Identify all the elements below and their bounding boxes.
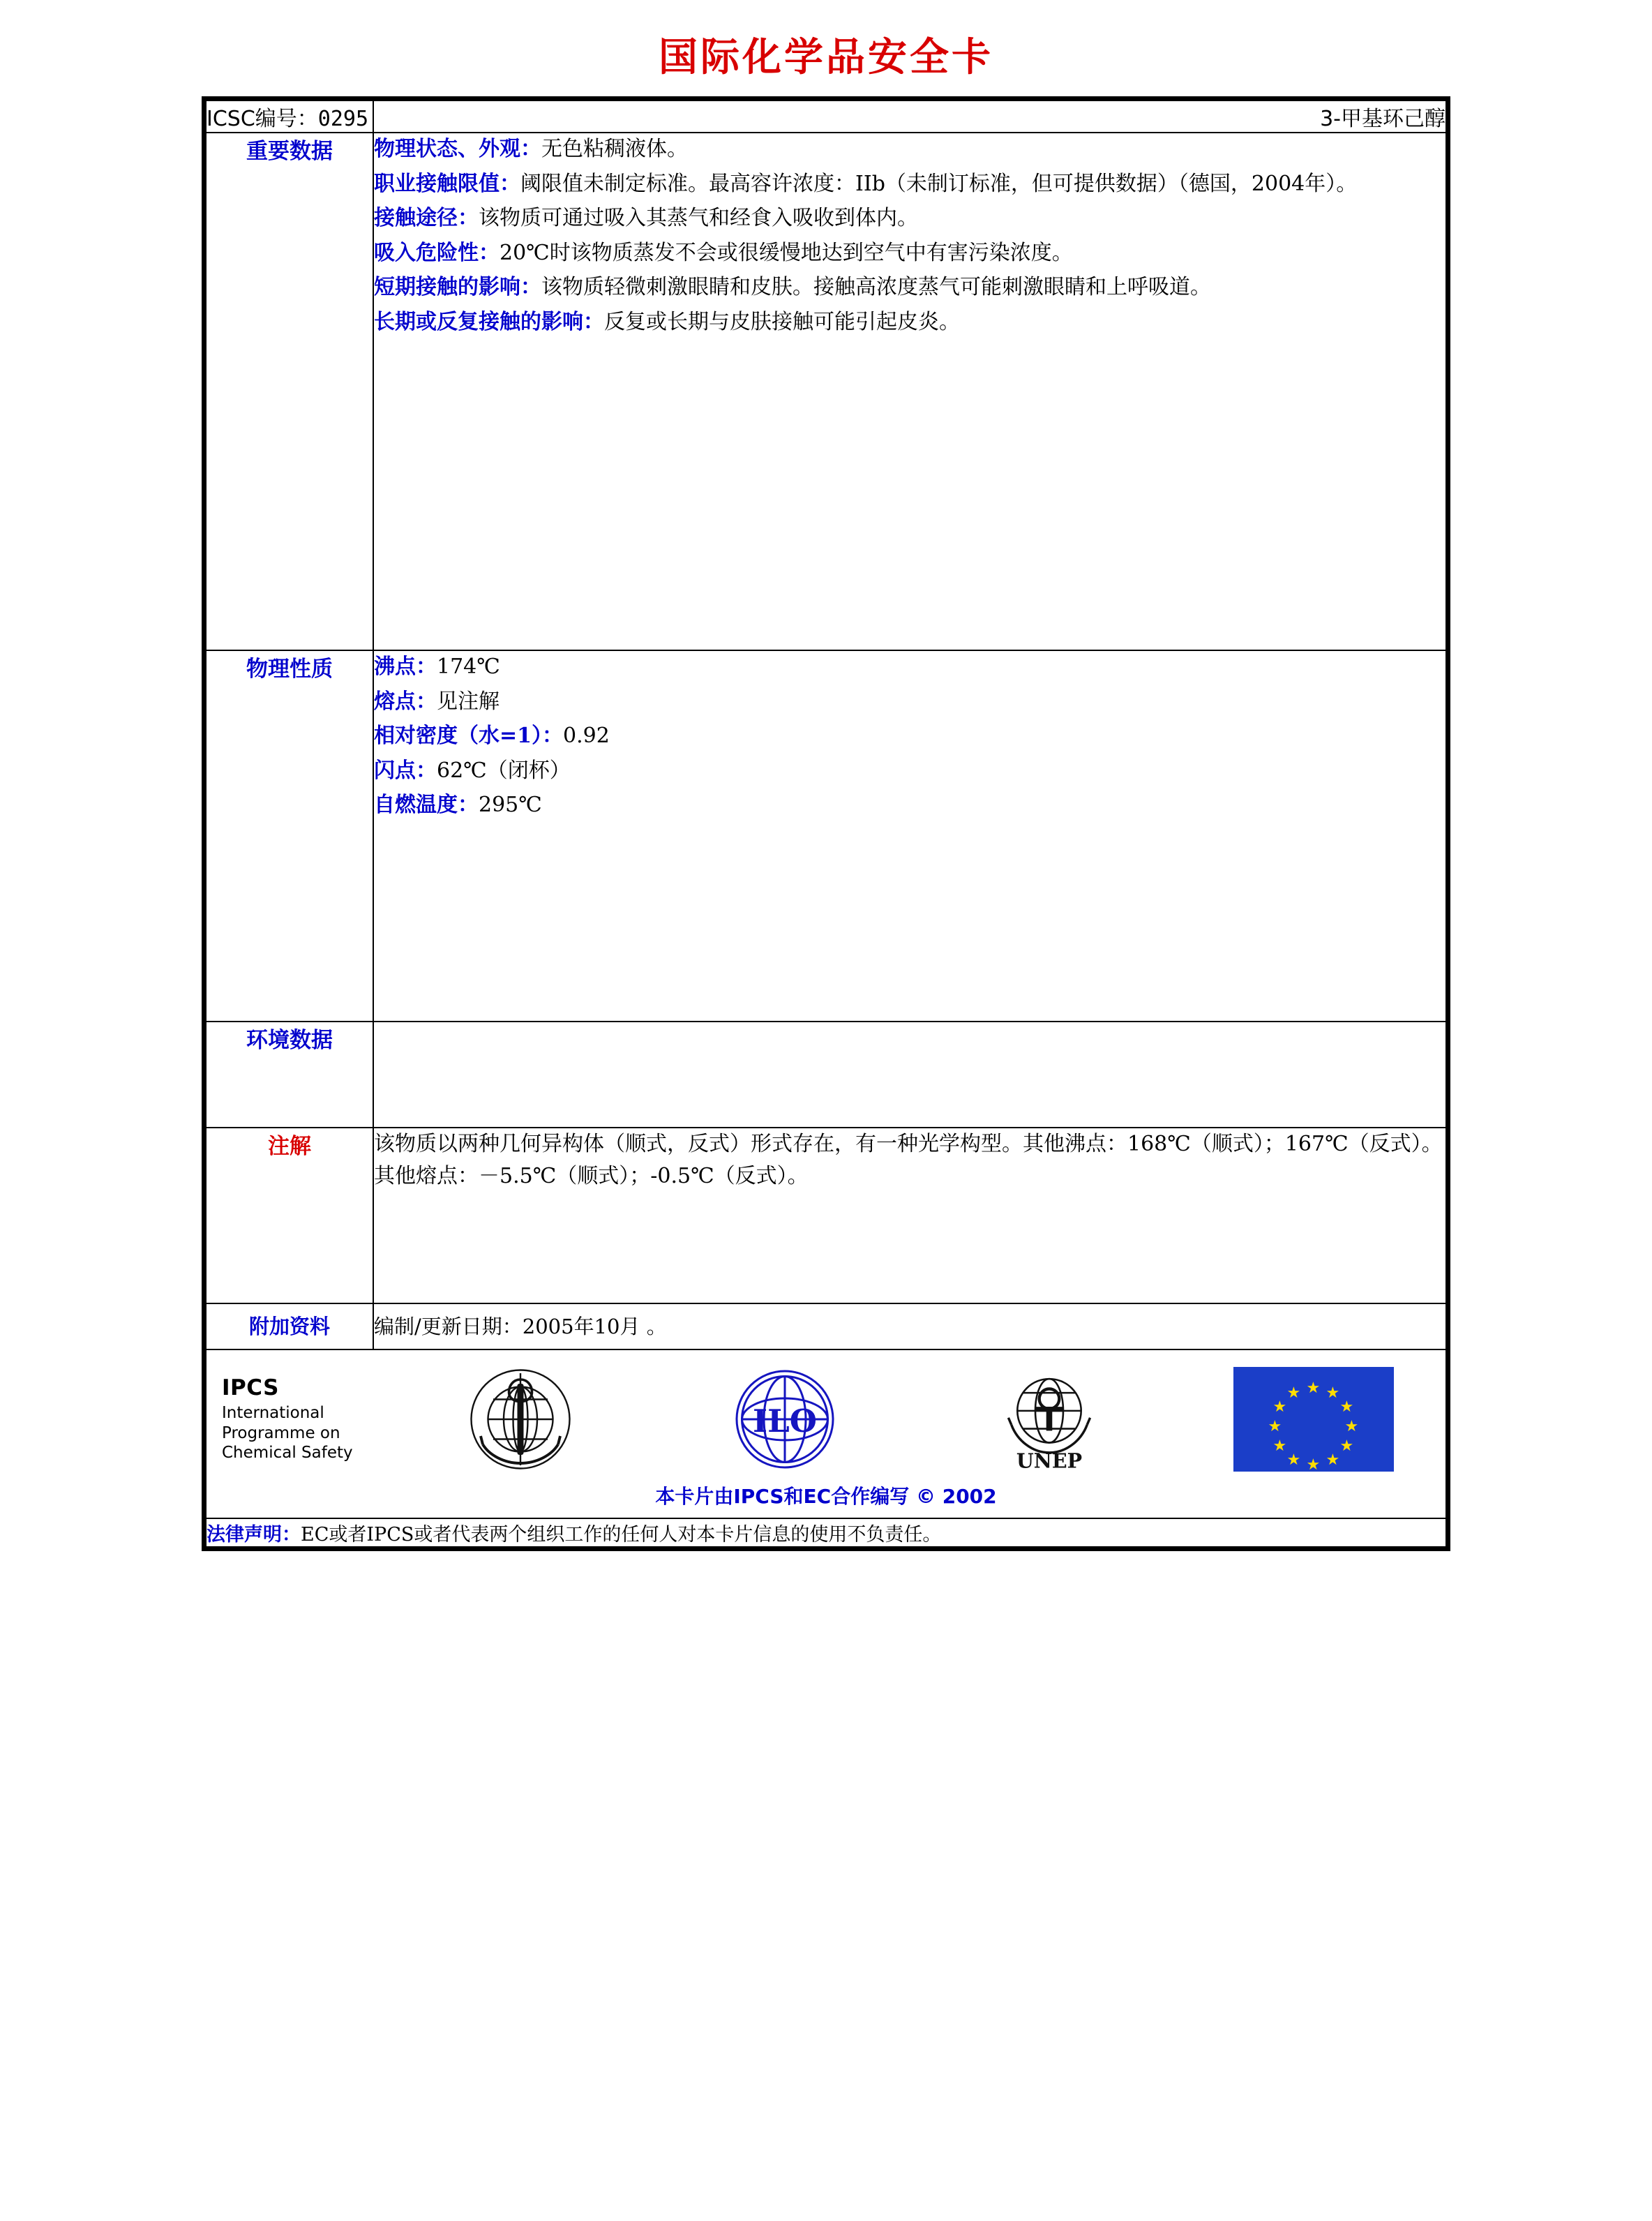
icsc-number-cell: [206, 100, 373, 133]
ipcs-subtitle-line-1: International: [222, 1404, 324, 1423]
data-line: [374, 133, 1446, 165]
term-label: 沸点：: [374, 655, 437, 679]
legal-notice-row: [206, 1518, 1446, 1547]
section-label-environmental-data: 环境数据: [206, 1022, 373, 1128]
section-content-notes: [373, 1128, 1446, 1303]
ipcs-text-block: [206, 1375, 388, 1463]
term-text: 见注解: [437, 689, 500, 714]
term-label: 自燃温度：: [374, 793, 479, 818]
term-label: 接触途径：: [374, 206, 479, 231]
legal-notice-cell: [206, 1518, 1446, 1547]
data-line: [374, 755, 1446, 787]
unep-logo-slot: [917, 1367, 1181, 1472]
term-label: 职业接触限值：: [374, 171, 520, 196]
data-line: [374, 237, 1446, 269]
unep-label: UNEP: [1016, 1449, 1082, 1472]
legal-notice-text: EC或者IPCS或者代表两个组织工作的任何人对本卡片信息的使用不负责任。: [301, 1524, 942, 1546]
term-text: 该物质可通过吸入其蒸气和经食入吸收到体内。: [479, 206, 918, 231]
section-label-additional-info: 附加资料: [206, 1303, 373, 1349]
data-line: [374, 168, 1446, 200]
ipcs-title: IPCS: [222, 1375, 279, 1401]
section-row-important-data: [206, 133, 1446, 650]
footer-logos-row: [206, 1349, 1446, 1518]
icsc-table: [205, 100, 1447, 1548]
data-line: [374, 686, 1446, 718]
term-label: 短期接触的影响：: [374, 275, 541, 300]
unep-logo: [997, 1367, 1102, 1472]
icsc-number-label: ICSC编号：: [206, 107, 318, 131]
icsc-card: [202, 96, 1450, 1551]
term-label: 闪点：: [374, 758, 437, 783]
term-text: 该物质轻微刺激眼睛和皮肤。接触高浓度蒸气可能刺激眼睛和上呼吸道。: [541, 275, 1211, 300]
term-text: 无色粘稠液体。: [541, 137, 688, 161]
chemical-name-cell: [373, 100, 1446, 133]
legal-notice-label: 法律声明：: [206, 1524, 301, 1546]
term-label: 长期或反复接触的影响：: [374, 309, 604, 334]
data-line: [374, 202, 1446, 234]
logos-row: [206, 1350, 1446, 1479]
additional-info-text: 编制/更新日期：2005年10月 。: [374, 1315, 667, 1338]
ilo-logo-slot: [652, 1367, 917, 1472]
term-text: 反复或长期与皮肤接触可能引起皮炎。: [604, 309, 960, 334]
chemical-name: 3-甲基环己醇: [1320, 107, 1446, 131]
ipcs-subtitle-line-3: Chemical Safety: [222, 1444, 353, 1463]
data-line: [374, 720, 1446, 752]
term-label: 相对密度（水=1）：: [374, 724, 564, 749]
term-text: 该物质以两种几何异构体（顺式，反式）形式存在，有一种光学构型。其他沸点：168℃（顺式）；167℃（反式）。其他熔点：－5.5℃（顺式）；-0.5℃（反式）。: [374, 1132, 1443, 1188]
footer-logos-cell: [206, 1349, 1446, 1518]
eu-flag-logo: ★ ★ ★ ★ ★ ★ ★ ★ ★ ★ ★ ★: [1233, 1367, 1394, 1472]
section-content-physical-properties: [373, 650, 1446, 1022]
svg-text:ILO: ILO: [752, 1403, 817, 1440]
term-label: 吸入危险性：: [374, 240, 500, 265]
section-row-additional-info: [206, 1303, 1446, 1349]
eu-flag-slot: [1181, 1367, 1446, 1472]
data-line: [374, 271, 1446, 304]
term-label: 熔点：: [374, 689, 437, 714]
section-label-physical-properties: 物理性质: [206, 650, 373, 1022]
term-text: 62℃（闭杯）: [437, 758, 571, 783]
icsc-number-value: 0295: [317, 107, 369, 131]
section-label-important-data: 重要数据: [206, 133, 373, 650]
card-header-row: [206, 100, 1446, 133]
data-line: [374, 1128, 1446, 1192]
term-text: 阈限值未制定标准。最高容许浓度：IIb（未制订标准，但可提供数据）（德国，2004年）。: [520, 171, 1358, 196]
who-logo: [468, 1367, 573, 1472]
term-text: 20℃时该物质蒸发不会或很缓慢地达到空气中有害污染浓度。: [500, 240, 1073, 265]
term-text: 174℃: [437, 655, 500, 679]
section-row-physical-properties: [206, 650, 1446, 1022]
ilo-logo: [733, 1367, 837, 1472]
term-text: 295℃: [479, 793, 542, 818]
section-row-environmental-data: [206, 1022, 1446, 1128]
data-line: [374, 306, 1446, 338]
section-content-environmental-data: [373, 1022, 1446, 1128]
data-line: [374, 651, 1446, 683]
copyright-notice: 本卡片由IPCS和EC合作编写 © 2002: [655, 1485, 997, 1509]
section-row-notes: [206, 1128, 1446, 1303]
term-label: 物理状态、外观：: [374, 137, 541, 161]
term-text: 0.92: [563, 724, 610, 749]
who-logo-slot: [388, 1367, 652, 1472]
page-title: 国际化学品安全卡: [659, 34, 993, 80]
section-content-additional-info: [373, 1303, 1446, 1349]
section-content-important-data: [373, 133, 1446, 650]
section-label-notes: 注解: [206, 1128, 373, 1303]
ipcs-subtitle-line-2: Programme on: [222, 1423, 340, 1442]
data-line: [374, 789, 1446, 821]
